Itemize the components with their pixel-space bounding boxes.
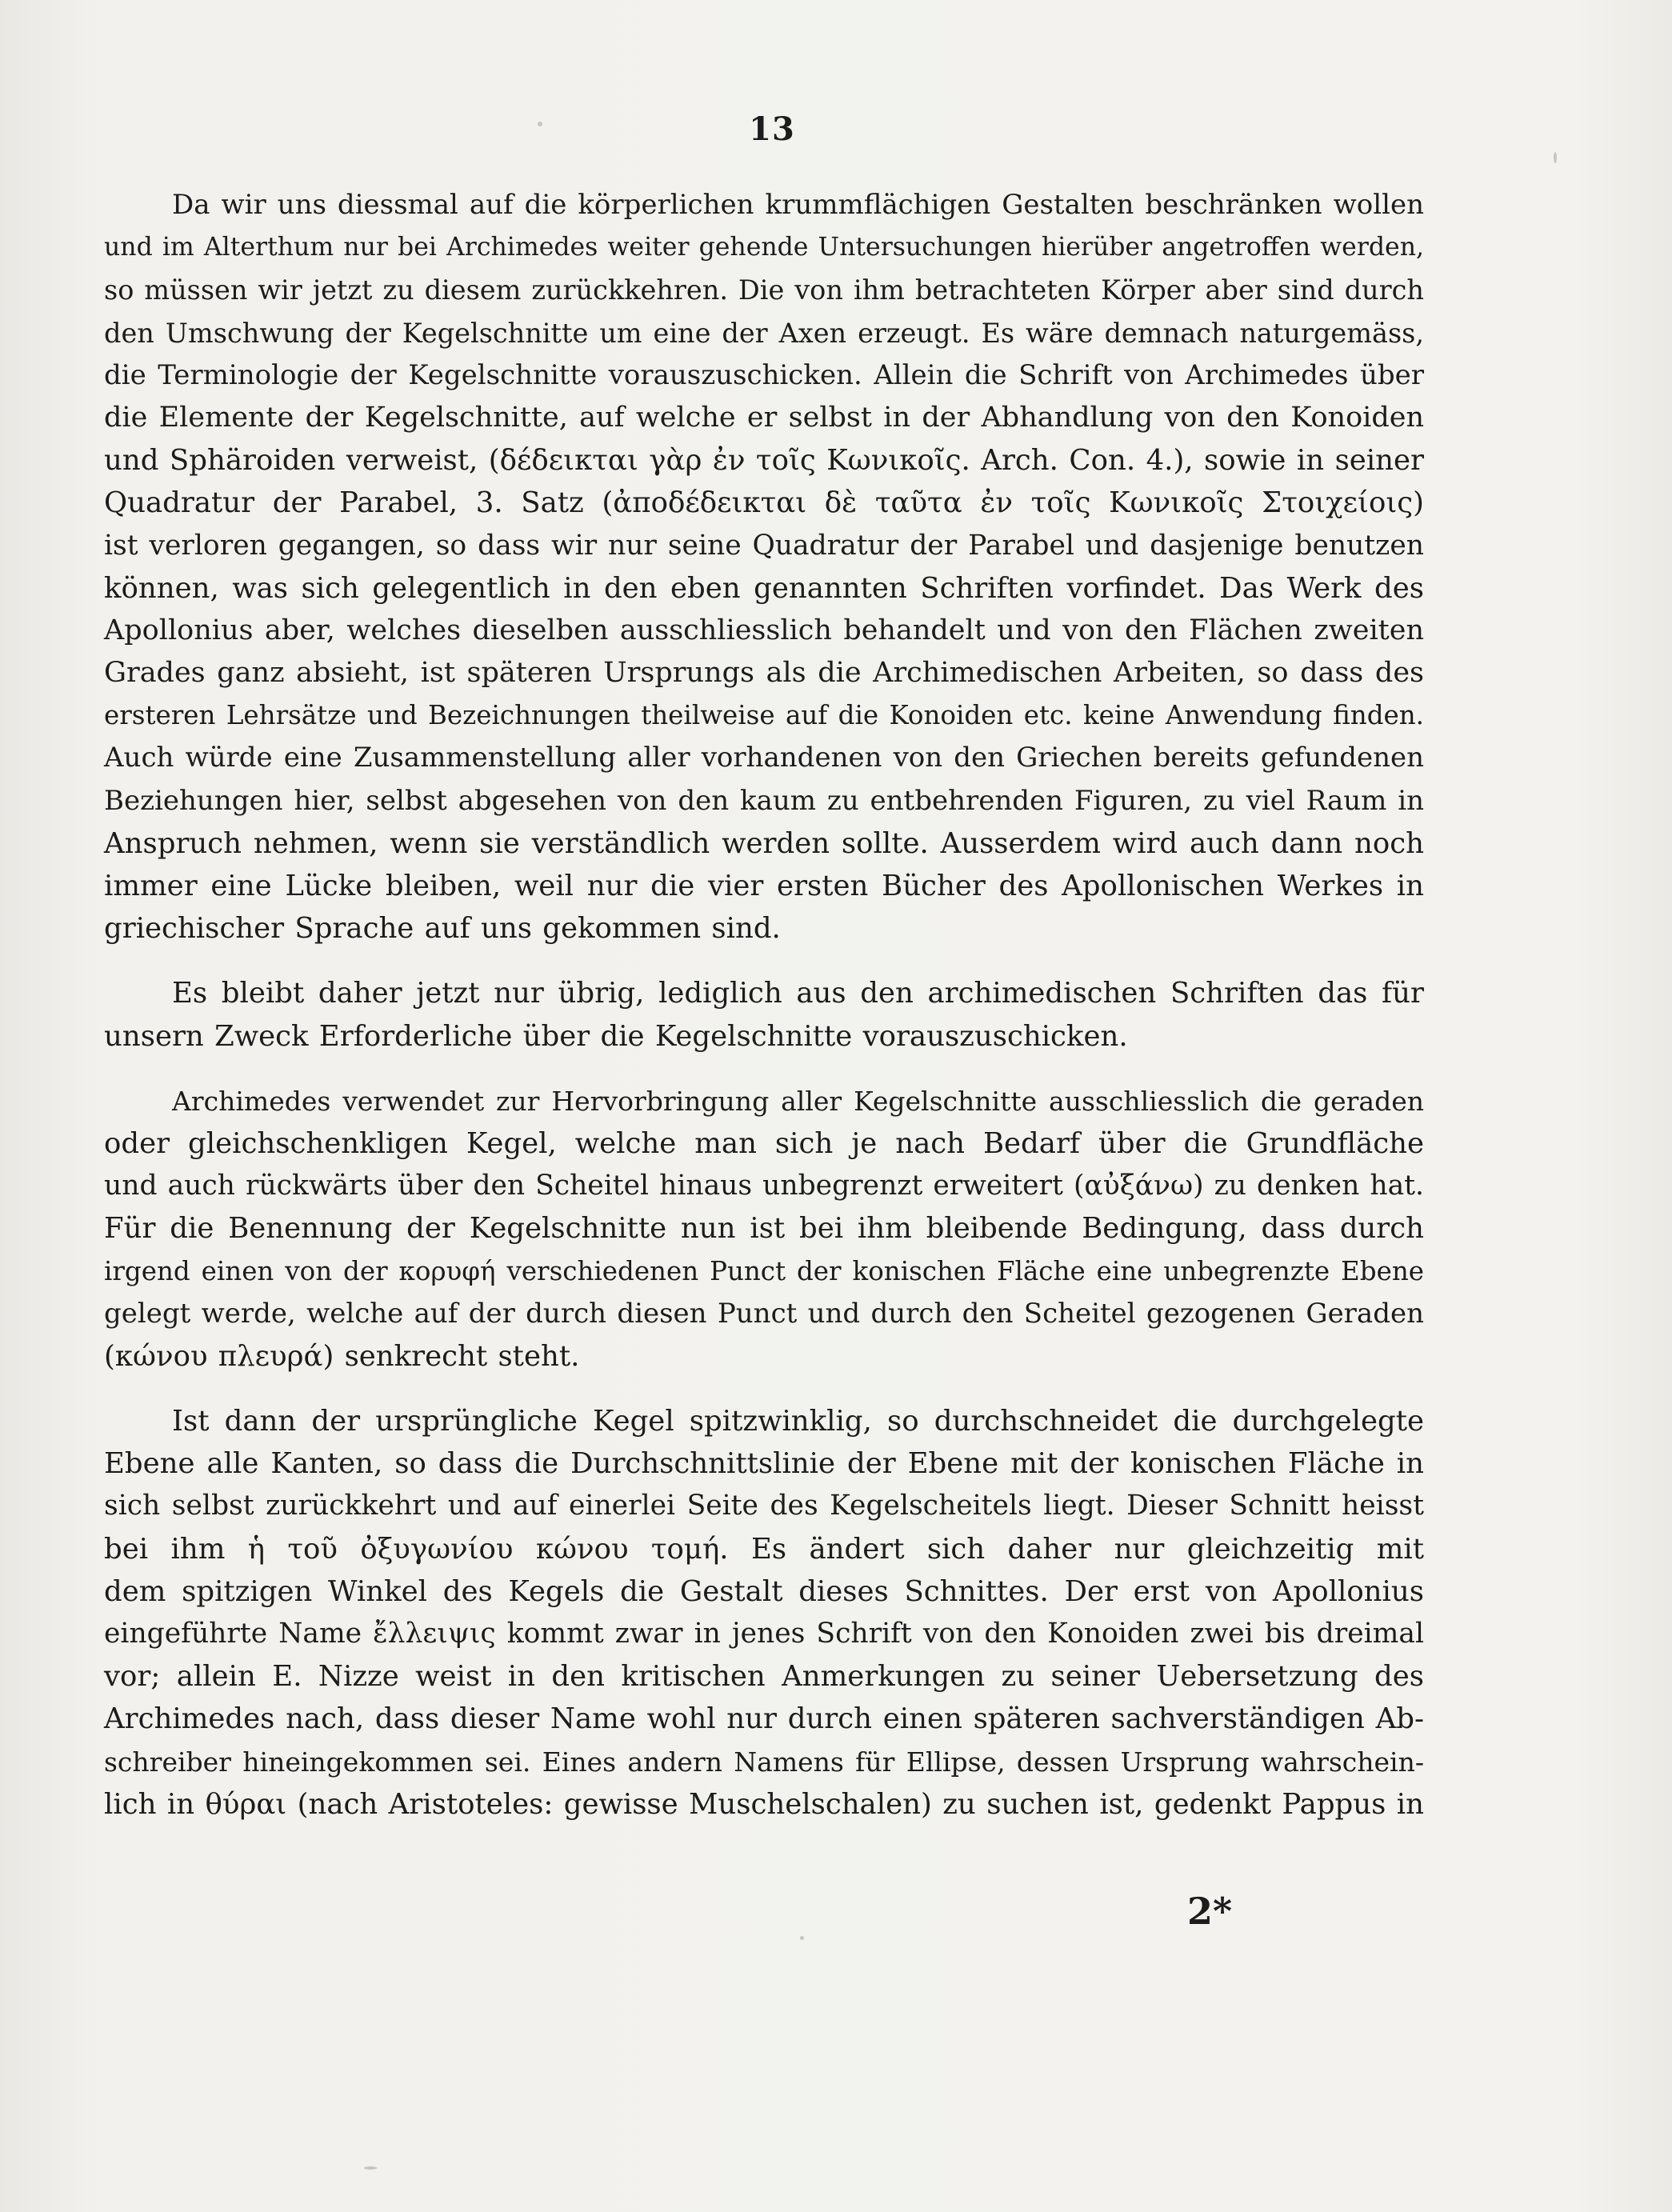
text-line: den Umschwung der Kegelschnitte um eine der Axen erzeugt. Es wäre demnach naturgemäss,: [104, 317, 1424, 349]
text-line: schreiber hineingekommen sei. Eines andern Namens für Ellipse, dessen Ursprung wahrschein-: [104, 1746, 1424, 1778]
text-line: lich in θύραι (nach Aristoteles: gewisse Muschelschalen) zu suchen ist, gedenkt Pappus in: [104, 1787, 1424, 1821]
text-line: können, was sich gelegentlich in den eben genannten Schriften vorfindet. Das Werk des: [104, 571, 1424, 605]
signature-mark: 2*: [1186, 1890, 1232, 1933]
paragraph-4: [104, 1400, 1424, 1826]
text-line: Für die Benennung der Kegelschnitte nun ist bei ihm bleibende Bedingung, dass durch: [104, 1212, 1424, 1246]
text-line: und im Alterthum nur bei Archimedes weiter gehende Untersuchungen hierüber angetroffen werden,: [104, 233, 1424, 262]
text-line: eingeführte Name ἔλλειψις kommt zwar in jenes Schrift von den Konoiden zwei bis dreimal: [104, 1618, 1424, 1650]
text-line: ist verloren gegangen, so dass wir nur seine Quadratur der Parabel und dasjenige benutzen: [104, 529, 1424, 562]
text-line: die Terminologie der Kegelschnitte vorauszuschicken. Allein die Schrift von Archimedes über: [104, 358, 1424, 391]
text-line: griechischer Sprache auf uns gekommen sind.: [104, 912, 781, 946]
text-line: so müssen wir jetzt zu diesem zurückkehren. Die von ihm betrachteten Körper aber sind durch: [104, 274, 1424, 306]
paragraph-gap: [104, 950, 1424, 972]
paragraph-gap: [104, 1058, 1424, 1080]
print-speck: [1554, 152, 1557, 163]
page-number: 13: [749, 110, 795, 148]
text-line: Auch würde eine Zusammenstellung aller vorhandenen von den Griechen bereits gefundenen: [104, 742, 1424, 774]
text-line: unsern Zweck Erforderliche über die Kegelschnitte vorauszuschicken.: [104, 1019, 1128, 1053]
paragraph-1: [104, 184, 1424, 950]
text-line: ersteren Lehrsätze und Bezeichnungen theilweise auf die Konoiden etc. keine Anwendung finden.: [104, 700, 1424, 731]
text-line: Apollonius aber, welches dieselben ausschliesslich behandelt und von den Flächen zweiten: [104, 614, 1424, 646]
text-line: Da wir uns diessmal auf die körperlichen krummflächigen Gestalten beschränken wollen: [172, 189, 1424, 221]
text-line: Archimedes nach, dass dieser Name wohl nur durch einen späteren sachverständigen Ab-: [104, 1702, 1424, 1736]
text-line: vor; allein E. Nizze weist in den kritischen Anmerkungen zu seiner Uebersetzung des: [104, 1660, 1424, 1694]
text-line: Anspruch nehmen, wenn sie verständlich werden sollte. Ausserdem wird auch dann noch: [104, 826, 1424, 860]
text-line: Beziehungen hier, selbst abgesehen von den kaum zu entbehrenden Figuren, zu viel Raum in: [104, 784, 1424, 817]
print-speck: [364, 2166, 377, 2170]
paragraph-2: [104, 972, 1424, 1057]
text-line: Grades ganz absieht, ist späteren Ursprungs als die Archimedischen Arbeiten, so dass des: [104, 657, 1424, 690]
paragraph-3: [104, 1080, 1424, 1378]
text-line: Es bleibt daher jetzt nur übrig, lediglich aus den archimedischen Schriften das für: [172, 977, 1424, 1010]
text-line: Ebene alle Kanten, so dass die Durchschnittslinie der Ebene mit der konischen Fläche in: [104, 1447, 1424, 1481]
body-text: [104, 184, 1424, 1826]
text-line: Quadratur der Parabel, 3. Satz (ἀποδέδεικται δὲ ταῦτα ἐν τοῖς Κωνικοῖς Στοιχείοις): [104, 486, 1424, 520]
text-line: und auch rückwärts über den Scheitel hinaus unbegrenzt erweitert (αὐξάνω) zu denken hat.: [104, 1170, 1424, 1202]
text-line: (κώνου πλευρά) senkrecht steht.: [104, 1339, 580, 1373]
text-line: und Sphäroiden verweist, (δέδεικται γὰρ ἐν τοῖς Κωνικοῖς. Arch. Con. 4.), sowie in seiner: [104, 444, 1424, 478]
print-speck: [538, 122, 542, 126]
text-line: Archimedes verwendet zur Hervorbringung aller Kegelschnitte ausschliesslich die geraden: [172, 1085, 1424, 1117]
text-line: dem spitzigen Winkel des Kegels die Gestalt dieses Schnittes. Der erst von Apollonius: [104, 1574, 1424, 1608]
text-line: bei ihm ἡ τοῦ ὀξυγωνίου κώνου τομή. Es ändert sich daher nur gleichzeitig mit: [104, 1532, 1424, 1566]
text-line: immer eine Lücke bleiben, weil nur die vier ersten Bücher des Apollonischen Werkes in: [104, 870, 1424, 902]
print-speck: [800, 1936, 804, 1940]
paragraph-gap: [104, 1378, 1424, 1400]
text-line: Ist dann der ursprüngliche Kegel spitzwinklig, so durchschneidet die durchgelegte: [172, 1405, 1424, 1438]
text-line: oder gleichschenkligen Kegel, welche man sich je nach Bedarf über die Grundfläche: [104, 1126, 1424, 1160]
text-line: die Elemente der Kegelschnitte, auf welche er selbst in der Abhandlung von den Konoiden: [104, 401, 1424, 434]
text-line: sich selbst zurückkehrt und auf einerlei Seite des Kegelscheitels liegt. Dieser Schnitt heisst: [104, 1490, 1424, 1522]
text-line: gelegt werde, welche auf der durch diesen Punct und durch den Scheitel gezogenen Geraden: [104, 1297, 1424, 1330]
text-line: irgend einen von der κορυφή verschiedenen Punct der konischen Fläche eine unbegrenzte Ebene: [104, 1255, 1424, 1286]
